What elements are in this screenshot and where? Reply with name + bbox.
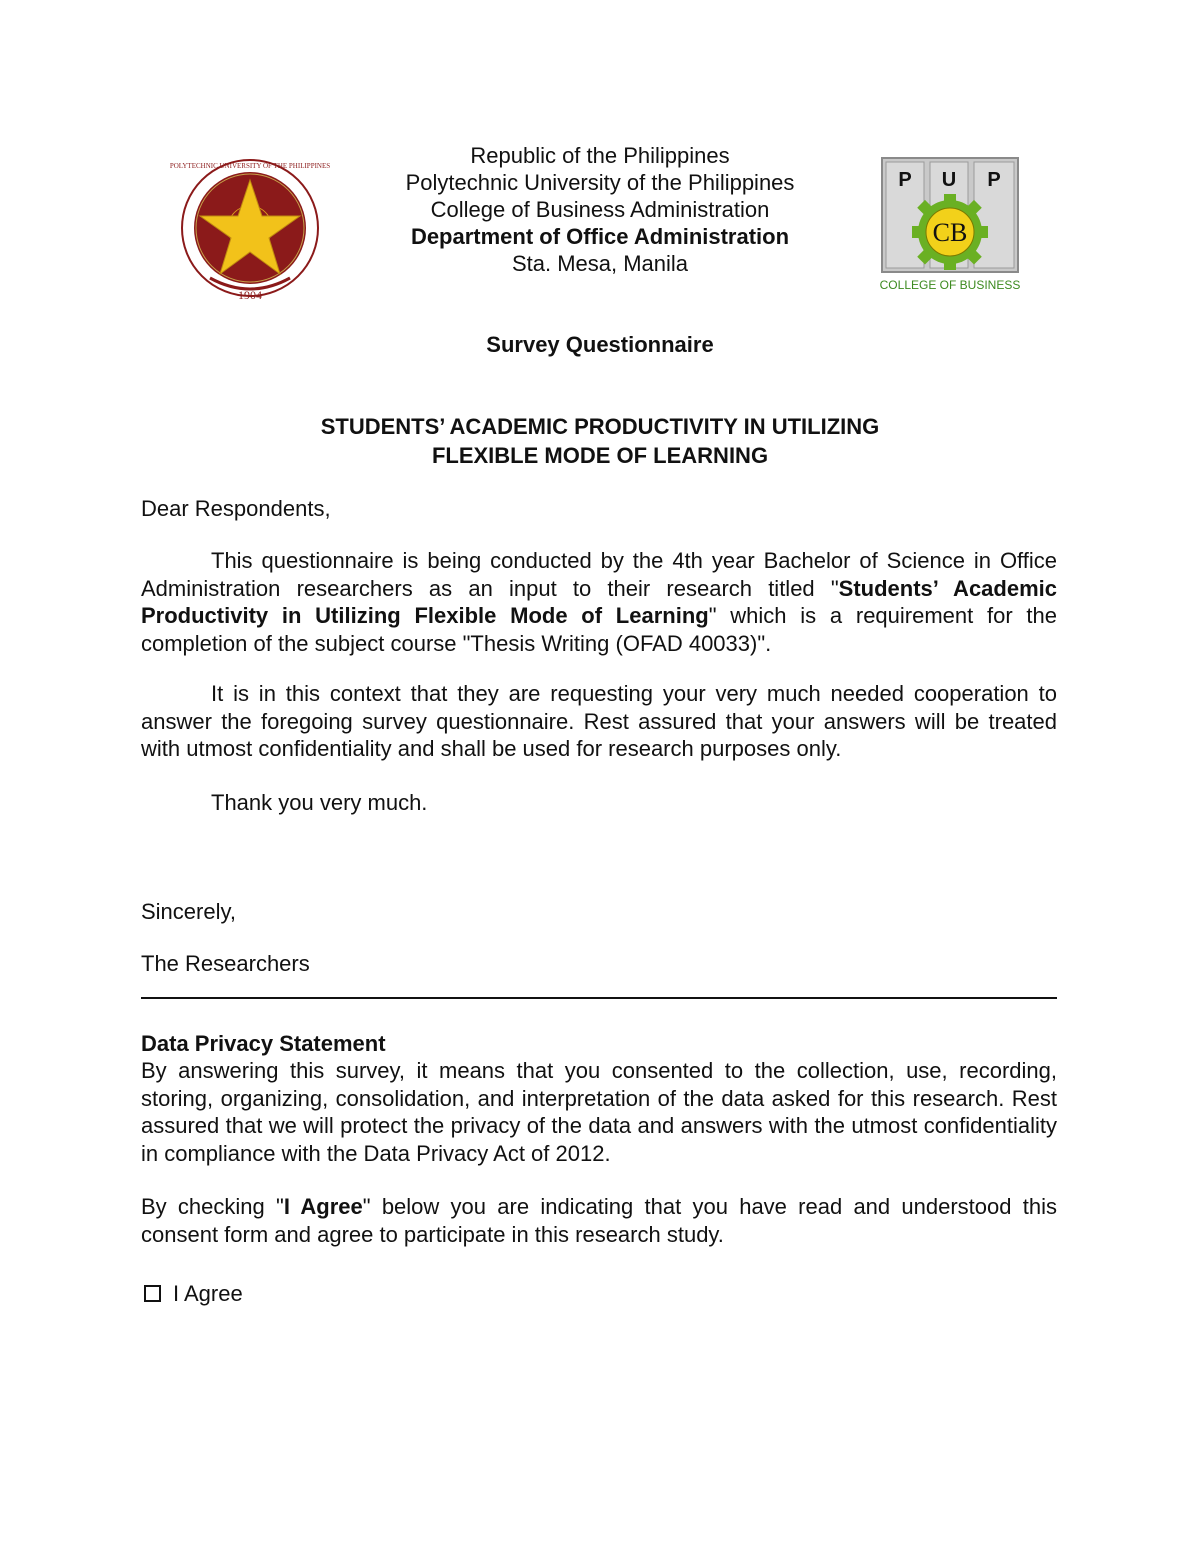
logo-badge-cb: CB <box>932 218 968 247</box>
agree-option[interactable] <box>141 1280 243 1307</box>
consent-text-before: By checking " <box>141 1194 284 1219</box>
seal-year: 1904 <box>238 288 262 302</box>
signature: The Researchers <box>141 951 310 976</box>
letterhead <box>300 142 900 277</box>
header-college: College of Business Administration <box>430 197 770 222</box>
consent-agree-bold: I Agree <box>283 1194 363 1219</box>
privacy-heading: Data Privacy Statement <box>141 1031 386 1056</box>
logo-caption: COLLEGE OF BUSINESS <box>879 278 1021 292</box>
pup-cb-logo-icon <box>878 156 1022 294</box>
consent-paragraph <box>141 1193 1057 1248</box>
section-divider <box>141 997 1057 999</box>
header-address: Sta. Mesa, Manila <box>511 251 689 276</box>
agree-label: I Agree <box>173 1281 243 1306</box>
thanks-line: Thank you very much. <box>211 790 428 815</box>
closing: Sincerely, <box>141 899 236 924</box>
study-title-line2: FLEXIBLE MODE OF LEARNING <box>431 443 769 468</box>
intro-text-after: " which is a requirement for the completion of the subject course "Thesis Writing (OFAD 40033)". <box>141 603 1058 656</box>
survey-title: Survey Questionnaire <box>486 332 714 357</box>
salutation: Dear Respondents, <box>141 496 331 521</box>
logo-letter-u: U <box>941 169 957 191</box>
pup-seal-icon <box>169 158 331 304</box>
cooperation-paragraph: It is in this context that they are requesting your very much needed cooperation to answer the foregoing survey questionnaire. Rest assured that your answers will be treated with utmost confidentiality and shall be used for research purposes only. <box>141 681 1057 761</box>
study-title-line1: STUDENTS’ ACADEMIC PRODUCTIVITY IN UTILIZING <box>320 414 880 439</box>
header-university: Polytechnic University of the Philippines <box>405 170 795 195</box>
header-department: Department of Office Administration <box>410 224 790 249</box>
privacy-body: By answering this survey, it means that you consented to the collection, use, recording, storing, organizing, consolidation, and interpretation of the data asked for this research. Rest assured that we will protect the privacy of the data and answers with the utmost confidentiality in compliance with the Data Privacy Act of 2012. <box>141 1058 1057 1166</box>
logo-letter-p1: P <box>898 169 912 191</box>
intro-text-before: This questionnaire is being conducted by the 4th year Bachelor of Science in Office Administration researchers as an input to their research titled " <box>141 548 1057 601</box>
logo-letter-p2: P <box>987 169 1001 191</box>
header-republic: Republic of the Philippines <box>470 143 730 168</box>
seal-ring-text: POLYTECHNIC UNIVERSITY OF THE PHILIPPINES <box>169 162 331 170</box>
consent-text-after: " below you are indicating that you have read and understood this consent form and agree to participate in this research study. <box>141 1194 1057 1247</box>
study-title <box>200 412 1000 470</box>
agree-checkbox[interactable] <box>144 1285 161 1302</box>
intro-paragraph <box>141 547 1057 657</box>
intro-research-title: Students’ Academic Productivity in Utilizing Flexible Mode of Learning <box>141 575 1057 628</box>
